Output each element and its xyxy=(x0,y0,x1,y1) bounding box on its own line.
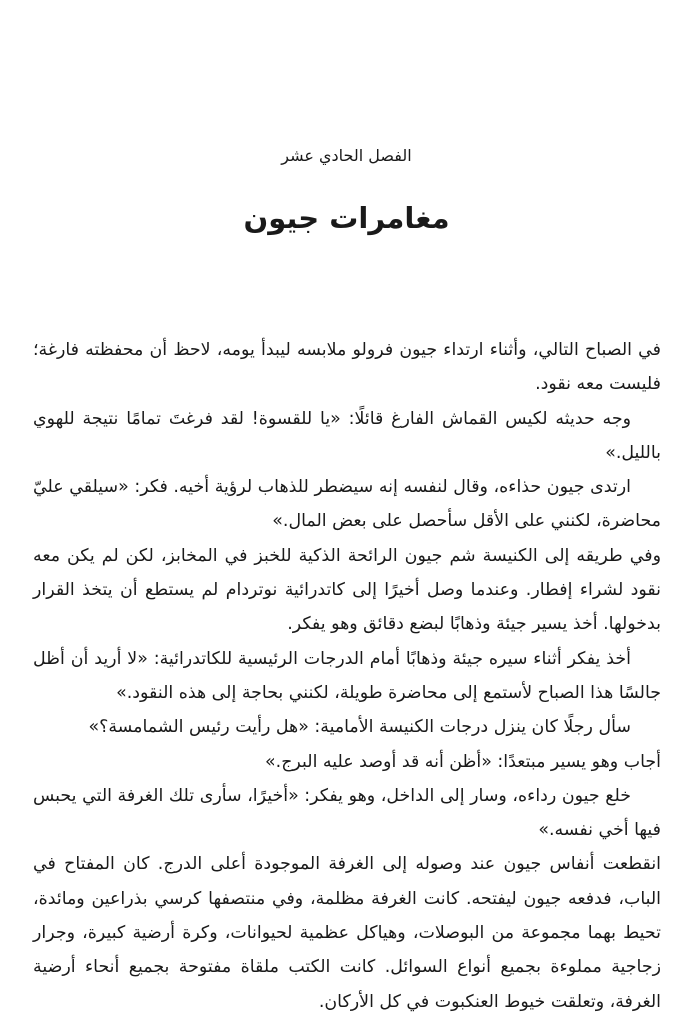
paragraph: وفي طريقه إلى الكنيسة شم جيون الرائحة الذكية للخبز في المخابز، لكن لم يكن معه نقود لشراء إفطار. وعندما وصل أخيرًا إلى كاتدرائية نوتردام لم يستطع أن يتخذ القرار بدخولها. أخذ يسير جيئة وذهابًا لبضع دقائق وهو يفكر. xyxy=(33,545,661,635)
paragraph: وجه حديثه لكيس القماش الفارغ قائلًا: «يا للقسوة! لقد فرغتَ تمامًا نتيجة للهوي بالليل.» xyxy=(33,408,661,463)
paragraph: ارتدى جيون حذاءه، وقال لنفسه إنه سيضطر للذهاب لرؤية أخيه. فكر: «سيلقي عليّ محاضرة، لكنني على الأقل سأحصل على بعض المال.» xyxy=(33,477,661,532)
chapter-label: الفصل الحادي عشر xyxy=(281,146,412,165)
chapter-body xyxy=(33,333,661,1019)
paragraph: انقطعت أنفاس جيون عند وصوله إلى الغرفة الموجودة أعلى الدرج. كان المفتاح في الباب، فدفعه جيون ليفتحه. كانت الغرفة مظلمة، وفي منتصفها كرسي بذراعين ومائدة، تحيط بهما مجموعة من البوصلات، وهياكل عظمية لحيوانات، وكرة أرضية كبيرة، وجرار زجاجية مملوءة بجميع أنواع السوائل. كانت الكتب ملقاة مفتوحة بجميع أنحاء أرضية الغرفة، وتعلقت خيوط العنكبوت في كل الأركان. xyxy=(33,854,661,1012)
paragraph: أجاب وهو يسير مبتعدًا: «أظن أنه قد أوصد عليه البرج.» xyxy=(265,751,661,772)
paragraph: خلع جيون رداءه، وسار إلى الداخل، وهو يفكر: «أخيرًا، سأرى تلك الغرفة التي يحبس فيها أخي نفسه.» xyxy=(33,785,661,841)
paragraph: أخذ يفكر أثناء سيره جيئة وذهابًا أمام الدرجات الرئيسية للكاتدرائية: «لا أريد أن أظل جالسًا هذا الصباح لأستمع إلى محاضرة طويلة، لكنني بحاجة إلى هذه النقود.» xyxy=(33,648,661,703)
chapter-title: مغامرات جيون xyxy=(243,201,450,235)
paragraph: في الصباح التالي، وأثناء ارتداء جيون فرولو ملابسه ليبدأ يومه، لاحظ أن محفظته فارغة؛ فليست معه نقود. xyxy=(33,340,661,395)
paragraph: سأل رجلًا كان ينزل درجات الكنيسة الأمامية: «هل رأيت رئيس الشمامسة؟» xyxy=(88,717,631,738)
